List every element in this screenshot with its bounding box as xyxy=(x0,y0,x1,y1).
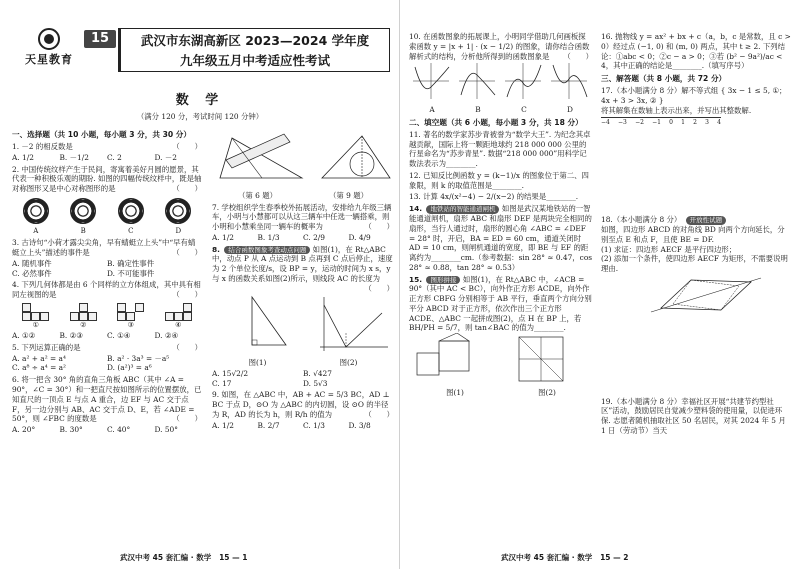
q15-figures xyxy=(409,333,593,385)
logo-icon xyxy=(38,28,60,50)
q8-fig2-caption: 图(2) xyxy=(339,358,358,368)
option: A. ①② xyxy=(12,331,36,341)
q2-figures xyxy=(12,198,202,236)
option: C. 1/3 xyxy=(303,420,325,430)
q14-number: 14. xyxy=(409,204,423,214)
q4-stem: 4. 下列几何体都是由 6 个同样的立方体组成，其中具有相同左视图的是 xyxy=(12,280,201,300)
exam-header xyxy=(18,26,390,78)
q18-sub1: (1) 求证：四边形 AECF 是平行四边形； xyxy=(601,244,737,254)
question-16: 16. 抛物线 y = ax² + bx + c（a，b，c 是常数，且 c > 0）经过点 (−1, 0) 和 (m, 0) 两点，其中 t ≥ 2. 下列结论：①abc < 0；②c − a > 0；③若 (b² − 9a²)/ac < 4，其中正确的结论是________.（填写序号） xyxy=(601,32,791,71)
option: C. 17 xyxy=(212,378,232,388)
right-column xyxy=(212,130,394,431)
q15-fig2-caption: 图(2) xyxy=(538,387,556,397)
graph-b xyxy=(459,63,495,99)
p2-right-column xyxy=(601,30,791,436)
title-line2: 九年级五月中考适应性考试 xyxy=(179,52,330,68)
option: A. 1/2 xyxy=(12,152,34,162)
q8-fig1-caption: 图(1) xyxy=(248,358,267,368)
q8-topic-tag: 结合函数图象考查动点问题 xyxy=(224,246,310,255)
answer-paren: （ ） xyxy=(172,342,202,352)
answer-paren: （ ） xyxy=(172,414,202,424)
q8-fig1-right-triangle xyxy=(252,297,286,345)
section3-title: 三、解答题（共 8 小题，共 72 分） xyxy=(601,74,727,84)
section2-title: 二、填空题（共 6 小题，每小题 3 分，共 18 分） xyxy=(409,117,583,127)
q5-stem: 5. 下列运算正确的是 xyxy=(12,342,81,352)
option: C. 2/9 xyxy=(303,232,325,242)
logo-text: 天星教育 xyxy=(25,53,73,66)
answer-paren: （ ） xyxy=(364,222,394,232)
question-4 xyxy=(12,280,202,341)
question-9 xyxy=(212,390,394,430)
option: D. 4/9 xyxy=(348,232,371,242)
answer-paren: （ ） xyxy=(364,283,394,293)
question-8 xyxy=(212,245,394,389)
option: D. 不可能事件 xyxy=(107,268,155,278)
page-right xyxy=(401,0,800,569)
option: B. ②③ xyxy=(59,331,83,341)
q15-fig1-caption: 图(1) xyxy=(446,387,464,397)
q6-options xyxy=(12,425,202,435)
solid-1: ① xyxy=(22,303,49,330)
footer-page: 15 — 1 xyxy=(219,553,248,563)
title-box xyxy=(118,28,390,72)
option: A. 15√2/2 xyxy=(212,368,249,378)
q3-stem: 3. 古诗句“小荷才露尖尖角，早有蜻蜓立上头”中“早有蜻蜓立上头”描述的事件是 xyxy=(12,238,196,258)
q2-stem: 2. 中国传统纹样产生于民间，寄寓着美好月圆的愿景，其代表一种积极乐观的期盼. 如图的四幅传统纹样中，既是轴对称图形又是中心对称图形的是 xyxy=(12,164,202,194)
q3-options xyxy=(12,259,202,279)
q15-number: 15. xyxy=(409,274,423,284)
graph-d xyxy=(551,63,587,99)
answer-paren: （ ） xyxy=(563,51,593,61)
pattern-icon xyxy=(165,198,191,224)
question-6 xyxy=(12,375,202,435)
q14-body: 如图是武汉某地铁站的一智能通道闸机，扇形 ABC 和扇形 DEF 是两块完全相同的扇形，当行人通过时，扇形的圆心角 ∠ABC = ∠DEF = 28° 时，开启，BA = ED = 60 cm，通道关闭时 AD = 10 cm，则闸机通道的宽度，即 BE 与 EF 的距离约为________cm.（参考数据：sin 28° ≈ 0.47，cos 28° ≈ 0.88，tan 28° ≈ 0.53） xyxy=(409,204,593,272)
option: D. －2 xyxy=(154,152,177,162)
q10-stem: 10. 在函数图象的拓展课上，小明同学借助几何画板探索函数 y = |x + 1| · (x − 1/2) 的图象，请你结合函数解析式的结构，分析他所得到的函数图象是 xyxy=(409,32,590,61)
q7-options xyxy=(212,233,394,243)
q8-body: 如图(1)，在 Rt△ABC 中，动点 P 从 A 点运动到 B 点再到 C 点后停止，速度为 2 个单位长度/s，设 BP = y，运动的时间为 x s，y 与 x 的函数关系如图(2)所示，则线段 AC 的长度为 xyxy=(212,244,393,283)
option: D. 5√3 xyxy=(303,378,328,388)
pattern-icon xyxy=(23,198,49,224)
section1-title: 一、选择题（共 10 小题，每小题 3 分，共 30 分） xyxy=(12,130,191,139)
question-3 xyxy=(12,238,202,278)
q18-sub2: (2) 添加一个条件，使四边形 AECF 为矩形，不需要说明理由. xyxy=(601,254,788,274)
q8-figures xyxy=(212,293,394,355)
q14-topic-tag: 地铁站的智能通道闸机 xyxy=(426,205,499,214)
option: D. 3/8 xyxy=(348,420,371,430)
answer-paren: （ ） xyxy=(172,248,202,258)
pattern-icon xyxy=(118,198,144,224)
fig9-triangle-incircle xyxy=(322,136,390,178)
fig6-caption: （第 6 题） xyxy=(238,190,277,200)
fig-6-9-diagrams xyxy=(212,130,394,188)
q4-figures xyxy=(12,303,202,330)
pattern-b: B xyxy=(70,198,96,236)
fig6-triangle-ruler xyxy=(220,134,302,178)
option: B. 确定性事件 xyxy=(107,258,155,268)
q17-stem: 17.（本小题满分 8 分）解不等式组 { 3x − 1 ≤ 5, ①；4x + 3 > 3x, ② } xyxy=(601,86,787,105)
pattern-d: D xyxy=(165,198,191,236)
title-line1: 武汉市东湖高新区 2023—2024 学年度 xyxy=(140,33,370,48)
fig-captions xyxy=(212,191,394,201)
option: D. (a²)³ = a⁶ xyxy=(107,363,152,373)
q15-body: 如图(1)，在 Rt△ABC 中，∠ACB = 90°（其中 AC < BC），向外作正方形 ACDE，向外作正方形 CBFG 分别相等于 AB 平行，垂直两个方向分别平分 ABCD 对于正方形，依次作出三个正方形 ACDE、△ABC 一起拼成图(2)，点 H 在 BP 上，若 BH/PH = 5/7，则 tan∠BAC 的值为________. xyxy=(409,274,592,333)
q18-body: 如图，四边形 ABCD 的对角线 BD 向两个方向延长，分别至点 E 和点 F，且使 BE = DF. xyxy=(601,225,785,244)
solid-3: ③ xyxy=(117,303,144,330)
q15-topic-tag: 图形拼接 xyxy=(426,276,460,285)
q15-captions xyxy=(409,388,593,398)
exam-info: （满分 120 分，考试时间 120 分钟） xyxy=(136,112,264,121)
q8-options xyxy=(212,369,394,389)
answer-paren: （ ） xyxy=(364,410,394,420)
option: B. 30° xyxy=(59,425,83,435)
q18-figure xyxy=(601,274,791,318)
cube-solid-icon xyxy=(165,303,192,321)
question-19: 19.（本小题满分 8 分）幸福社区开展“共建节约型社区”活动，鼓励居民自觉减少塑料袋的使用量，以促进环保. 志愿者随机抽取社区 50 名居民，对其 2024 年 5 月 1 日（劳动节）当天 xyxy=(601,396,786,435)
question-10 xyxy=(409,32,593,115)
answer-paren: （ ） xyxy=(172,142,202,152)
q4-options xyxy=(12,331,202,341)
q15-fig1 xyxy=(417,333,469,375)
question-2 xyxy=(12,165,202,237)
q6-stem: 6. 将一把含 30° 角的直角三角板 ABC（其中 ∠A = 90°，∠C = 30°）和一把直尺按如图所示的位置摆放，已知直尺的一顶点 E 与点 A 重合，边 EF 与 AC 交于点 F，另一边分别与 AB、AC 交于点 D、E，若 ∠ADE = 50°，则 ∠FBC 的度数是 xyxy=(12,375,202,424)
option: B. －1/2 xyxy=(59,152,89,162)
q10-labels: A B C D xyxy=(429,105,573,115)
question-15 xyxy=(409,275,593,398)
footer-label: 武汉中考 45 套汇编 · 数学 xyxy=(501,553,593,563)
question-14 xyxy=(409,204,593,272)
question-5 xyxy=(12,343,202,373)
question-17 xyxy=(601,86,791,127)
q5-options xyxy=(12,354,202,374)
footer-left xyxy=(120,553,247,563)
q1-stem: 1. －2 的相反数是 xyxy=(12,142,73,152)
option: A. 随机事件 xyxy=(12,258,52,268)
number-line: −4 −3 −2 −1 0 1 2 3 4 xyxy=(601,119,721,127)
solid-4: ④ xyxy=(165,303,192,330)
paper-number-badge: 15 xyxy=(84,30,116,48)
q8-captions xyxy=(212,358,394,368)
question-12: 12. 已知反比例函数 y = (k−1)/x 的图象位于第二、四象限，则 k 的取值范围是________. xyxy=(409,170,589,190)
option: C. a⁸ ÷ a⁴ = a² xyxy=(12,363,66,373)
option: D. 50° xyxy=(154,425,178,435)
solid-2: ② xyxy=(70,303,97,330)
option: A. 20° xyxy=(12,425,36,435)
answer-paren: （ ） xyxy=(172,290,202,300)
q10-graphs xyxy=(409,61,593,101)
option: B. 1/3 xyxy=(257,232,280,242)
question-1 xyxy=(12,142,202,163)
q9-stem: 9. 如图，在 △ABC 中，AB + AC = 5/3 BC，AD ⊥ BC 于点 D，⊙O 为 △ABC 的内切圆，设 ⊙O 的半径为 R，AD 的长为 h，则 R/h 的值为 xyxy=(212,390,390,420)
option: D. ②④ xyxy=(154,331,179,341)
q9-options xyxy=(212,421,394,431)
question-11: 11. 著名的数学家苏步青被誉为“数学大王”. 为纪念其卓越贡献，国际上将一颗距地球约 218 000 000 公里的行星命名为“苏步青星”. 数据“218 000 000”用科学记数法表示为________. xyxy=(409,129,591,169)
option: A. 1/2 xyxy=(212,420,234,430)
option: B. a² · 3a³ = －a⁵ xyxy=(107,353,170,363)
graph-c xyxy=(505,63,541,99)
question-7 xyxy=(212,203,394,243)
subject-title: 数 学 xyxy=(175,93,225,108)
option: B. √427 xyxy=(303,368,332,378)
option: C. 必然事件 xyxy=(12,268,52,278)
p2-left-column xyxy=(409,30,593,398)
footer-page: 15 — 2 xyxy=(600,553,629,563)
pattern-c: C xyxy=(118,198,144,236)
option: C. 2 xyxy=(107,152,122,162)
q18-topic-tag: 开放性试题 xyxy=(686,216,727,225)
question-18 xyxy=(601,215,791,320)
footer-right xyxy=(501,553,628,563)
cube-solid-icon xyxy=(117,303,144,321)
option: A. a² + a² = a⁴ xyxy=(12,353,66,363)
answer-paren: （ ） xyxy=(172,184,202,194)
option: B. 2/7 xyxy=(257,420,280,430)
fig9-caption: （第 9 题） xyxy=(329,190,368,200)
publisher-logo xyxy=(18,26,80,76)
option: A. 1/2 xyxy=(212,232,234,242)
q1-options xyxy=(12,153,202,163)
question-13: 13. 计算 4x/(x²−4) − 2/(x−2) 的结果是________. xyxy=(409,192,579,202)
q7-stem: 7. 学校组织学生春季校外拓展活动，安排给九年级三辆车，小明与小慧都可以从这三辆车中任选一辆搭乘，则小明和小慧乘坐同一辆车的概率为 xyxy=(212,202,392,232)
left-column xyxy=(12,130,202,435)
q8-number: 8. xyxy=(212,244,220,254)
pattern-a: A xyxy=(23,198,49,236)
q15-fig2 xyxy=(519,337,563,381)
q17-body: 将其解集在数轴上表示出来，并写出其整数解. xyxy=(601,105,752,115)
footer-label: 武汉中考 45 套汇编 · 数学 xyxy=(120,553,212,563)
pattern-icon xyxy=(70,198,96,224)
cube-solid-icon xyxy=(22,303,49,321)
graph-a xyxy=(413,63,449,99)
option: C. ①④ xyxy=(107,331,131,341)
q18-stem: 18.（本小题满分 8 分） xyxy=(601,215,682,225)
option: C. 40° xyxy=(107,425,131,435)
cube-solid-icon xyxy=(70,303,97,321)
q8-fig2-graph xyxy=(320,297,388,351)
